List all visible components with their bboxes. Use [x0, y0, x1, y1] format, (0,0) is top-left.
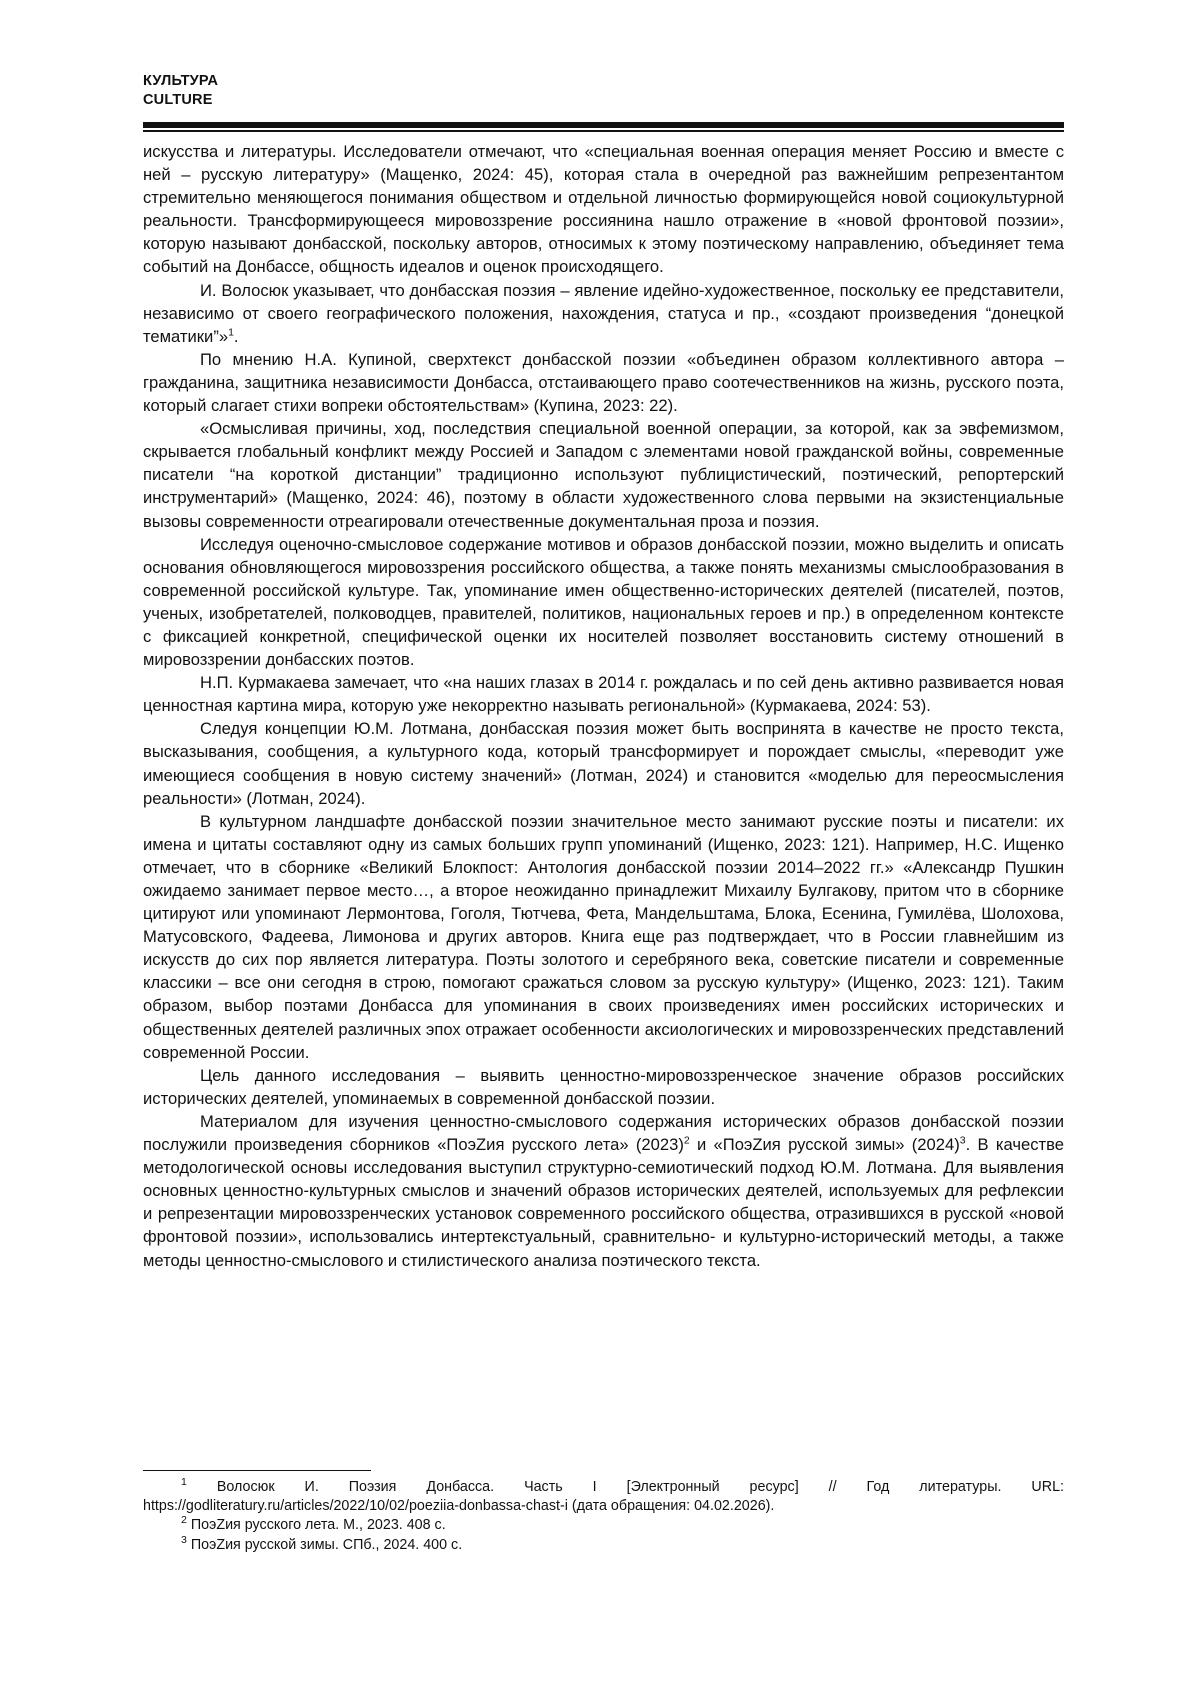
footnote-ref[interactable]: 1: [228, 326, 234, 339]
paragraph: искусства и литературы. Исследователи отмечают, что «специальная военная операция меняет Россию и вместе с ней – русскую литературу» (Мащенко, 2024: 45), которая стала в очередной раз важнейшим репрезентантом стремительно меняющегося понимания обществом и отдельной личностью формирующейся новой социокультурной реальности. Трансформирующееся мировоззрение россиянина нашло отражение в «новой фронтовой поэзии», которую называют донбасской, поскольку авторов, относимых к этому поэтическому направлению, объединяет тема событий на Донбассе, общность идеалов и оценок происходящего.: [143, 142, 1064, 277]
footnote: [143, 1478, 1064, 1516]
article-body: [143, 140, 1064, 1272]
paragraph-text: Материалом для изучения ценностно-смыслового содержания исторических образов донбасской поэзии послужили произведения сборников «ПоэZия русского лета» (2023): [143, 1111, 1064, 1155]
footnote-separator: [143, 1470, 371, 1471]
paragraph: «Осмысливая причины, ход, последствия специальной военной операции, за которой, как за эвфемизмом, скрывается глобальный конфликт между Россией и Западом с элементами новой гражданской войны, современные писатели “на короткой дистанции” традиционно используют публицистический, поэтический, репортерский инструментарий» (Мащенко, 2024: 46), поэтому в области художественного слова первыми на экзистенциальные вызовы современности отреагировали отечественные документальная проза и поэзия.: [143, 419, 1064, 531]
footnote-text: Волосюк И. Поэзия Донбасса. Часть I [Электронный ресурс] // Год литературы. URL: https://godliteratury.ru/articles/2022/10/02/poeziia-donbassa-chast-i (дата обращения: 04.02.2026).: [143, 1479, 1064, 1515]
footnote: [143, 1533, 1064, 1555]
footnotes: [143, 1478, 1064, 1555]
footnote-text: ПоэZия русской зимы. СПб., 2024. 400 с.: [186, 1536, 463, 1553]
footnote-text: ПоэZия русского лета. М., 2023. 408 с.: [186, 1517, 446, 1534]
footnote-ref[interactable]: 3: [959, 1134, 966, 1147]
footnote-number: 1: [181, 1476, 187, 1489]
footnote-ref[interactable]: 2: [683, 1134, 690, 1147]
paragraph: В культурном ландшафте донбасской поэзии значительное место занимают русские поэты и писатели: их имена и цитаты составляют одну из самых больших групп упоминаний (Ищенко, 2023: 121). Например, Н.С. Ищенко отмечает, что в сборнике «Великий Блокпост: Антология донбасской поэзии 2014–2022 гг.» «Александр Пушкин ожидаемо занимает первое место…, а второе неожиданно принадлежит Михаилу Булгакову, притом что в сборнике цитируют или упоминают Лермонтова, Гоголя, Тютчева, Фета, Мандельштама, Блока, Есенина, Гумилёва, Шолохова, Матусовского, Фадеева, Лимонова и других авторов. Книга еще раз подтверждает, что в России главнейшим из искусств до сих пор является литература. Поэты золотого и серебряного века, советские писатели и современные классики – все они сегодня в строю, помогают сражаться словом за русскую культуру» (Ищенко, 2023: 121). Таким образом, выбор поэтами Донбасса для упоминания в своих произведениях имен российских исторических и общественных деятелей различных эпох отражает особенности аксиологических и мировоззренческих представлений современной России.: [143, 811, 1064, 1062]
paragraph: Исследуя оценочно-смысловое содержание мотивов и образов донбасской поэзии, можно выделить и описать основания обновляющегося мировоззрения российского общества, а также понять механизмы смыслообразования в современной российской культуре. Так, упоминание имен общественно-исторических деятелей (писателей, поэтов, ученых, изобретателей, полководцев, правителей, политиков, национальных героев и пр.) в определенном контексте с фиксацией конкретной, специфической оценки их носителей позволяет восстановить систему отношений в мировоззрении донбасских поэтов.: [143, 534, 1064, 670]
header-rule-thin: [143, 130, 1064, 132]
footnote-number: 2: [181, 1514, 187, 1527]
footnote-number: 3: [181, 1533, 187, 1546]
paragraph: Цель данного исследования – выявить ценностно-мировоззренческое значение образов российских исторических деятелей, упоминаемых в современной донбасской поэзии.: [143, 1065, 1064, 1108]
footnote: [143, 1516, 1064, 1535]
paragraph-text: И. Волосюк указывает, что донбасская поэзия – явление идейно-художественное, поскольку ее представители, независимо от своего географического положения, нахождения, статуса и пр., «создают произведения “донецкой тематики”»: [143, 280, 1064, 346]
paragraph-text: . В качестве методологической основы исследования выступил структурно-семиотический подход Ю.М. Лотмана. Для выявления основных ценностно-культурных смыслов и значений образов исторических деятелей, используемых для рефлексии и репрезентации мировоззренческих установок современного российского общества, отразившихся в русской «новой фронтовой поэзии», использовались интертекстуальный, сравнительно- и культурно-исторический методы, а также методы ценностно-смыслового и стилистического анализа поэтического текста.: [143, 1135, 1064, 1270]
paragraph: Следуя концепции Ю.М. Лотмана, донбасская поэзия может быть воспринята в качестве не просто текста, высказывания, сообщения, а культурного кода, который трансформирует и порождает смыслы, «переводит уже имеющиеся сообщения в новую систему значений» (Лотман, 2024) и становится «моделью для переосмысления реальности» (Лотман, 2024).: [143, 719, 1064, 808]
paragraph-text: и «ПоэZия русской зимы» (2024): [689, 1135, 960, 1155]
running-header: [143, 72, 218, 110]
paragraph: Н.П. Курмакаева замечает, что «на наших глазах в 2014 г. рождалась и по сей день активно развивается новая ценностная картина мира, которую уже некорректно называть региональной» (Курмакаева, 2024: 53).: [143, 673, 1064, 716]
section-title-en: CULTURE: [143, 92, 213, 108]
paragraph-tail: .: [233, 326, 239, 346]
header-rule-thick: [143, 122, 1064, 128]
paragraph: По мнению Н.А. Купиной, сверхтекст донбасской поэзии «объединен образом коллективного автора – гражданина, защитника независимости Донбасса, отстаивающего право соотечественников на жизнь, русского поэта, который слагает стихи вопреки обстоятельствам» (Купина, 2023: 22).: [143, 349, 1064, 416]
paragraph: [143, 1110, 1064, 1272]
section-title-ru: КУЛЬТУРА: [143, 73, 219, 89]
paragraph: [143, 279, 1064, 348]
